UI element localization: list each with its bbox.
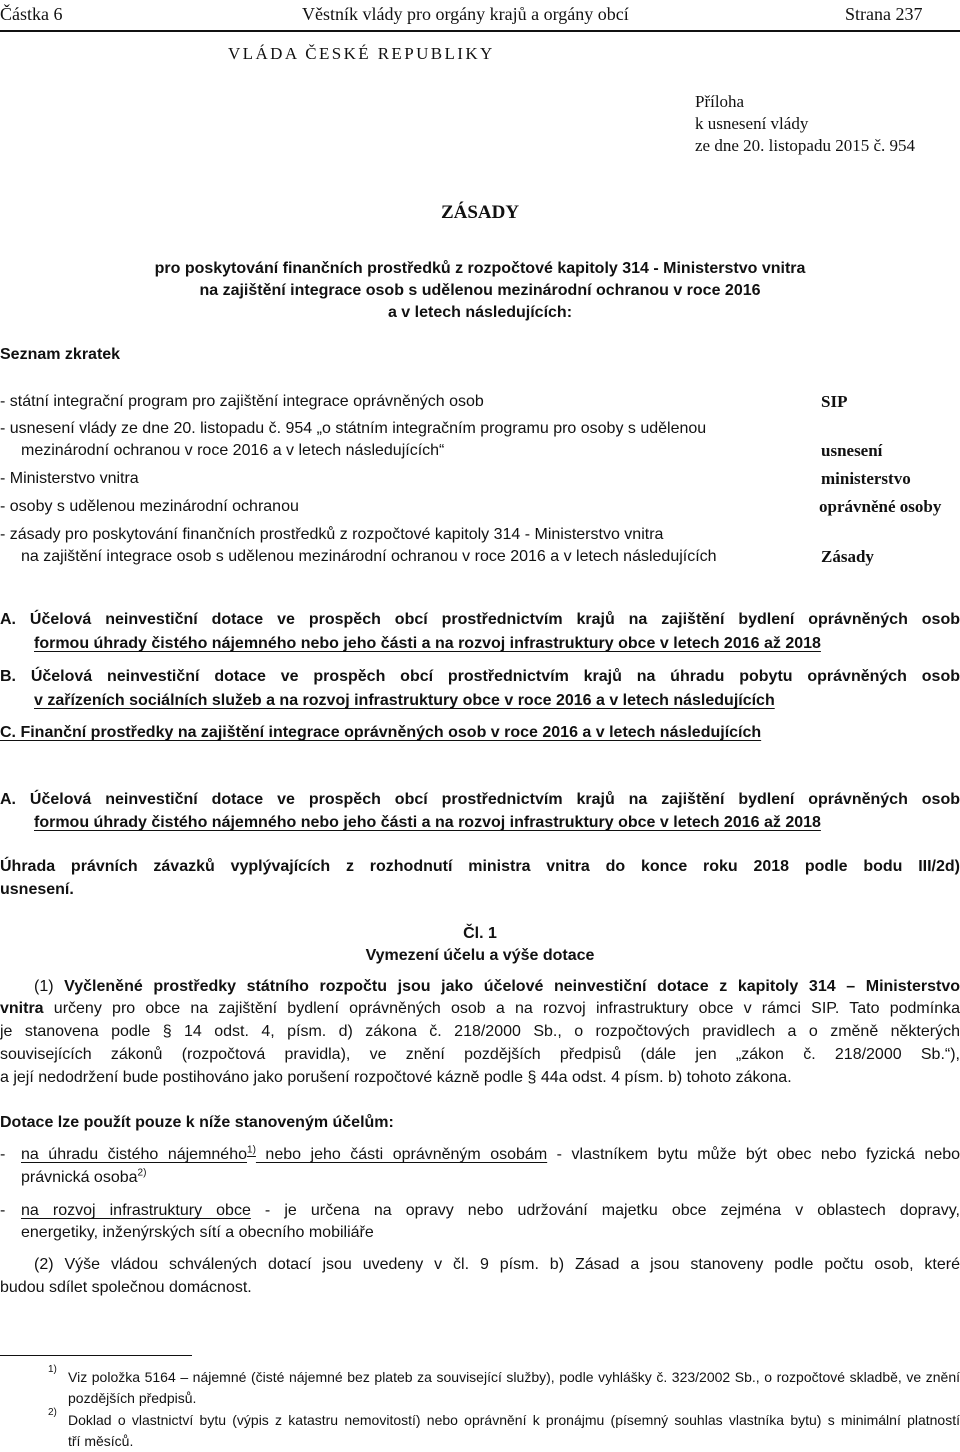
issue-number: Částka 6 bbox=[0, 4, 63, 24]
bullet-dash: - bbox=[0, 1146, 6, 1163]
para1-line-5: a její nedodržení bude postihováno jako porušení rozpočtové kázně podle § 44a odst. 4 písm. b) tohoto zákona. bbox=[0, 1069, 792, 1086]
footnote-1-cont: pozdějších předpisů. bbox=[68, 1390, 197, 1406]
para1-line-4: souvisejících zákonů (rozpočtová pravidla), ve znění pozdějších předpisů (dále jen „zákon č. 218/2000 Sb.“), bbox=[0, 1046, 960, 1063]
section-a-heading-2: formou úhrady čistého nájemného nebo jeho části a na rozvoj infrastruktury obce v letech 2016 až 2018 bbox=[34, 814, 821, 831]
abbrev-desc-cont: na zajištění integrace osob s udělenou mezinárodní ochranou v roce 2016 a v letech následujících bbox=[21, 548, 717, 565]
footnote-mark: 1) bbox=[48, 1364, 57, 1375]
government-heading: VLÁDA ČESKÉ REPUBLIKY bbox=[228, 44, 495, 63]
abbrev-term: ministerstvo bbox=[821, 469, 911, 488]
abbrev-term: usnesení bbox=[821, 441, 883, 460]
journal-title: Věstník vlády pro orgány krajů a orgány obcí bbox=[302, 4, 629, 24]
abbrev-desc: - zásady pro poskytování finančních prostředků z rozpočtové kapitoly 314 - Ministerstvo vnitra bbox=[0, 526, 664, 543]
toc-a-line-2: formou úhrady čistého nájemného nebo jeho části a na rozvoj infrastruktury obce v letech 2016 až 2018 bbox=[34, 635, 821, 652]
section-a-heading-1: A. Účelová neinvestiční dotace ve prospěch obcí prostřednictvím krajů na zajištění bydlení oprávněných osob bbox=[0, 791, 960, 808]
article-title: Vymezení účelu a výše dotace bbox=[365, 947, 595, 964]
annex-resolution: k usnesení vlády bbox=[695, 114, 809, 133]
footnote-2-cont: tří měsíců. bbox=[68, 1433, 134, 1449]
abbrev-term: Zásady bbox=[821, 547, 874, 566]
section-a-note: Úhrada právních závazků vyplývajících z rozhodnutí ministra vnitra do konce roku 2018 podle bodu III/2d) bbox=[0, 858, 960, 875]
para1-line-1: (1) Vyčleněné prostředky státního rozpočtu jsou jako účelové neinvestiční dotace z kapitoly 314 – Ministerstvo bbox=[34, 978, 960, 995]
footnote-mark: 2) bbox=[48, 1407, 57, 1418]
title-line-1: pro poskytování finančních prostředků z rozpočtové kapitoly 314 - Ministerstvo vnitra bbox=[154, 260, 806, 277]
purpose-item-infrastructure-cont: energetiky, inženýrských sítí a obecního mobiliáře bbox=[21, 1224, 374, 1241]
purpose-item-infrastructure: na rozvoj infrastruktury obce - je určena na opravy nebo udržování majetku obce zejména v oblastech dopravy, bbox=[21, 1202, 960, 1219]
footnote-2: Doklad o vlastnictví bytu (výpis z katastru nemovitostí) nebo oprávnění k pronájmu (písemný souhlas vlastníka bytu) s minimální platností bbox=[68, 1412, 960, 1428]
abbrev-desc: - osoby s udělenou mezinárodní ochranou bbox=[0, 498, 299, 515]
title-line-2: na zajištění integrace osob s udělenou mezinárodní ochranou v roce 2016 bbox=[199, 282, 761, 299]
para2-line-2: budou sdílet společnou domácnost. bbox=[0, 1279, 252, 1296]
footnote-1: Viz položka 5164 – nájemné (čisté nájemné bez plateb za související služby), podle vyhlášky č. 323/2002 Sb., o rozpočtové skladbě, ve znění bbox=[68, 1369, 960, 1385]
section-a-note-cont: usnesení. bbox=[0, 881, 74, 898]
abbrev-term: SIP bbox=[821, 392, 848, 411]
footnote-separator bbox=[0, 1355, 192, 1356]
annex-label: Příloha bbox=[695, 92, 745, 111]
purpose-heading: Dotace lze použít pouze k níže stanoveným účelům: bbox=[0, 1114, 394, 1131]
toc-b-line-2: v zařízeních sociálních služeb a na rozvoj infrastruktury obce v roce 2016 a v letech následujících bbox=[34, 692, 775, 709]
page-number: Strana 237 bbox=[845, 4, 923, 24]
annex-date: ze dne 20. listopadu 2015 č. 954 bbox=[695, 136, 916, 155]
toc-a-line-1: A. Účelová neinvestiční dotace ve prospěch obcí prostřednictvím krajů na zajištění bydlení oprávněných osob bbox=[0, 611, 960, 628]
article-number: Čl. 1 bbox=[463, 925, 497, 942]
toc-c-line: C. Finanční prostředky na zajištění integrace oprávněných osob v roce 2016 a v letech následujících bbox=[0, 724, 762, 741]
abbrev-term: oprávněné osoby bbox=[819, 497, 942, 516]
purpose-item-rent-cont: právnická osoba$^{2)}$ bbox=[21, 1167, 147, 1186]
document-title: ZÁSADY bbox=[440, 202, 520, 223]
purpose-item-rent: na úhradu čistého nájemného$^{1)}$ nebo jeho části oprávněným osobám - vlastníkem bytu může být obec nebo fyzická nebo bbox=[21, 1144, 960, 1163]
abbrev-desc-cont: mezinárodní ochranou v roce 2016 a v letech následujících“ bbox=[21, 442, 445, 459]
header-rule bbox=[0, 30, 960, 32]
para2-line-1: (2) Výše vládou schválených dotací jsou uvedeny v čl. 9 písm. b) Zásad a jsou stanoveny podle počtu osob, které bbox=[34, 1256, 960, 1273]
abbrev-desc: - Ministerstvo vnitra bbox=[0, 470, 139, 487]
abbrev-desc: - usnesení vlády ze dne 20. listopadu č. 954 „o státním integračním programu pro osoby s udělenou bbox=[0, 420, 707, 437]
title-line-3: a v letech následujících: bbox=[387, 304, 573, 321]
para1-line-2: vnitra určeny pro obce na zajištění bydlení oprávněných osob a na rozvoj infrastruktury obce v rámci SIP. Tato podmínka bbox=[0, 1000, 960, 1017]
para1-line-3: je stanovena podle § 14 odst. 4, písm. d) zákona č. 218/2000 Sb., o rozpočtových pravidlech a o změně některých bbox=[0, 1023, 960, 1040]
toc-b-line-1: B. Účelová neinvestiční dotace ve prospěch obcí prostřednictvím krajů na úhradu pobytu oprávněných osob bbox=[0, 668, 960, 685]
abbreviations-heading: Seznam zkratek bbox=[0, 346, 121, 363]
abbrev-desc: - státní integrační program pro zajištění integrace oprávněných osob bbox=[0, 393, 484, 410]
bullet-dash: - bbox=[0, 1202, 6, 1219]
